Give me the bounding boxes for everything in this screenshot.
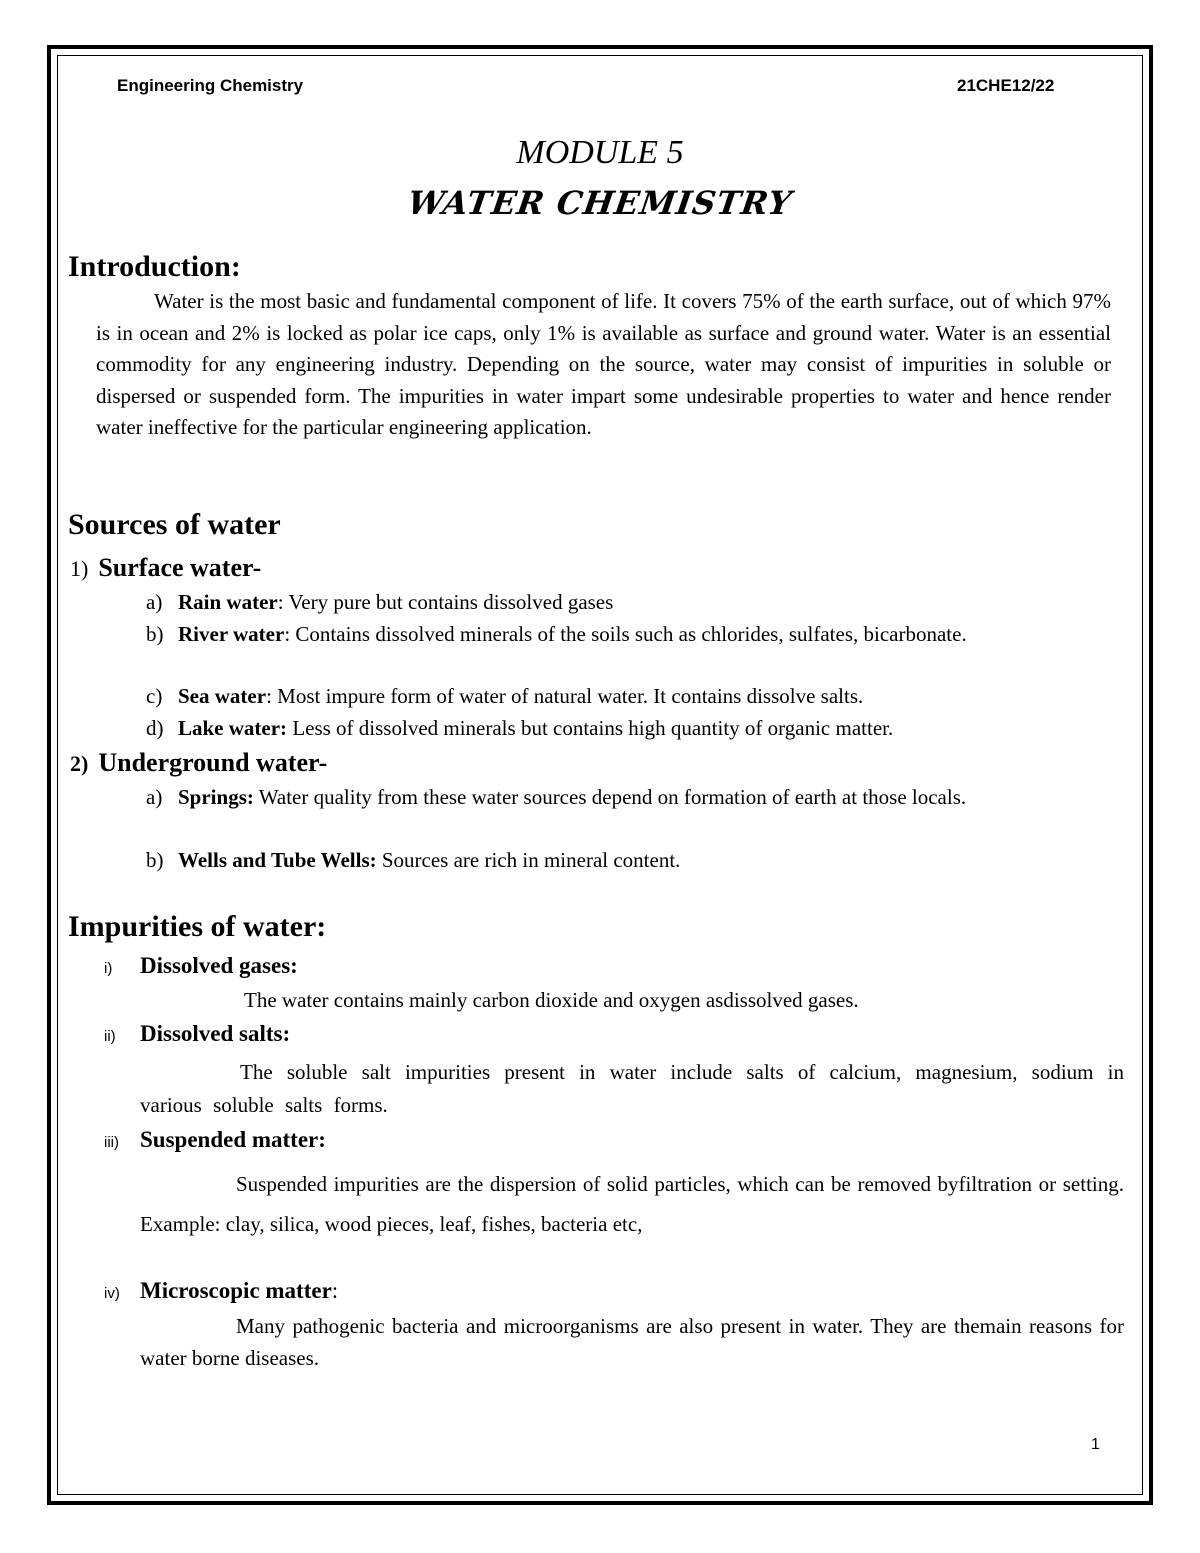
item-letter: b) <box>146 622 164 646</box>
impurity-heading <box>104 1127 326 1153</box>
impurity-description <box>140 985 1124 1016</box>
impurity-num: i) <box>104 960 113 977</box>
underground-water-title: Underground water- <box>98 748 328 777</box>
impurity-text: The water contains mainly carbon dioxide and oxygen asdissolved gases. <box>244 988 859 1012</box>
list-item <box>146 587 1123 618</box>
surface-water-num: 1) <box>70 556 89 581</box>
impurity-num: ii) <box>104 1028 116 1045</box>
impurity-title: Dissolved salts: <box>140 1021 291 1046</box>
impurity-heading <box>104 953 298 979</box>
item-text: Most impure form of water of natural water. It contains dissolve salts. <box>271 684 864 708</box>
impurity-heading <box>104 1021 290 1047</box>
item-letter: d) <box>146 716 164 740</box>
list-item <box>146 845 1123 876</box>
sources-heading: Sources of water <box>68 508 281 541</box>
item-text: Water quality from these water sources depend on formation of earth at those locals. <box>253 785 967 809</box>
impurities-heading: Impurities of water: <box>68 910 327 943</box>
impurity-heading <box>104 1278 338 1304</box>
list-item <box>146 619 1123 650</box>
introduction-text: Water is the most basic and fundamental component of life. It covers 75% of the earth surface, out of which 97% is in ocean and 2% is locked as polar ice caps, only 1% is available as surface and ground water. Water is an essential commodity for any engineering industry. Depending on the source, water may consist of impurities in soluble or dispersed or suspended form. The impurities in water impart some undesirable properties to water and hence render water ineffective for the particular engineering application. <box>96 289 1111 439</box>
header-code: 21CHE12/22 <box>957 76 1055 95</box>
item-sep: : <box>277 590 284 614</box>
impurity-sep: : <box>331 1278 339 1303</box>
list-item <box>146 782 1123 813</box>
item-term: Lake water: <box>178 716 288 740</box>
introduction-heading: Introduction: <box>68 250 241 283</box>
underground-water-heading <box>70 748 327 778</box>
introduction-paragraph <box>96 286 1111 444</box>
impurity-num: iii) <box>104 1134 119 1151</box>
item-letter: a) <box>146 785 163 809</box>
item-sep: : <box>284 622 291 646</box>
list-item <box>146 713 1123 744</box>
underground-water-num: 2) <box>70 751 89 776</box>
impurity-description <box>140 1164 1124 1244</box>
impurity-text: The soluble salt impurities present in water include salts of calcium, magnesium, sodium in various soluble salts forms. <box>140 1060 1124 1117</box>
item-term: Wells and Tube Wells: <box>178 848 377 872</box>
item-letter: a) <box>146 590 163 614</box>
impurity-text: Many pathogenic bacteria and microorganisms are also present in water. They are themain reasons for water borne diseases. <box>140 1314 1124 1370</box>
item-letter: c) <box>146 684 163 708</box>
item-letter: b) <box>146 848 164 872</box>
item-text: Less of dissolved minerals but contains high quantity of organic matter. <box>287 716 894 740</box>
page-number: 1 <box>1091 1436 1100 1453</box>
item-text: Contains dissolved minerals of the soils such as chlorides, sulfates, bicarbonate. <box>290 622 967 646</box>
item-term: Sea water <box>178 684 267 708</box>
module-title: MODULE 5 <box>516 134 684 171</box>
impurity-title: Microscopic matter <box>140 1278 332 1303</box>
impurity-title: Suspended matter: <box>140 1127 326 1152</box>
item-text: Sources are rich in mineral content. <box>376 848 681 872</box>
item-term: River water <box>178 622 285 646</box>
surface-water-heading <box>70 553 261 583</box>
impurity-num: iv) <box>104 1285 120 1302</box>
impurity-title: Dissolved gases: <box>140 953 298 978</box>
item-text: Very pure but contains dissolved gases <box>283 590 614 614</box>
list-item <box>146 681 1123 712</box>
surface-water-title: Surface water- <box>98 553 262 582</box>
impurity-description <box>140 1056 1124 1122</box>
subject-title: WATER CHEMISTRY <box>405 184 795 222</box>
item-term: Rain water <box>178 590 278 614</box>
impurity-text: Suspended impurities are the dispersion of solid particles, which can be removed byfiltration or setting. Example: clay, silica, wood pieces, leaf, fishes, bacteria etc, <box>140 1172 1124 1236</box>
item-term: Springs: <box>178 785 254 809</box>
header-subject: Engineering Chemistry <box>117 76 304 95</box>
impurity-description <box>140 1310 1124 1374</box>
item-sep: : <box>266 684 272 708</box>
